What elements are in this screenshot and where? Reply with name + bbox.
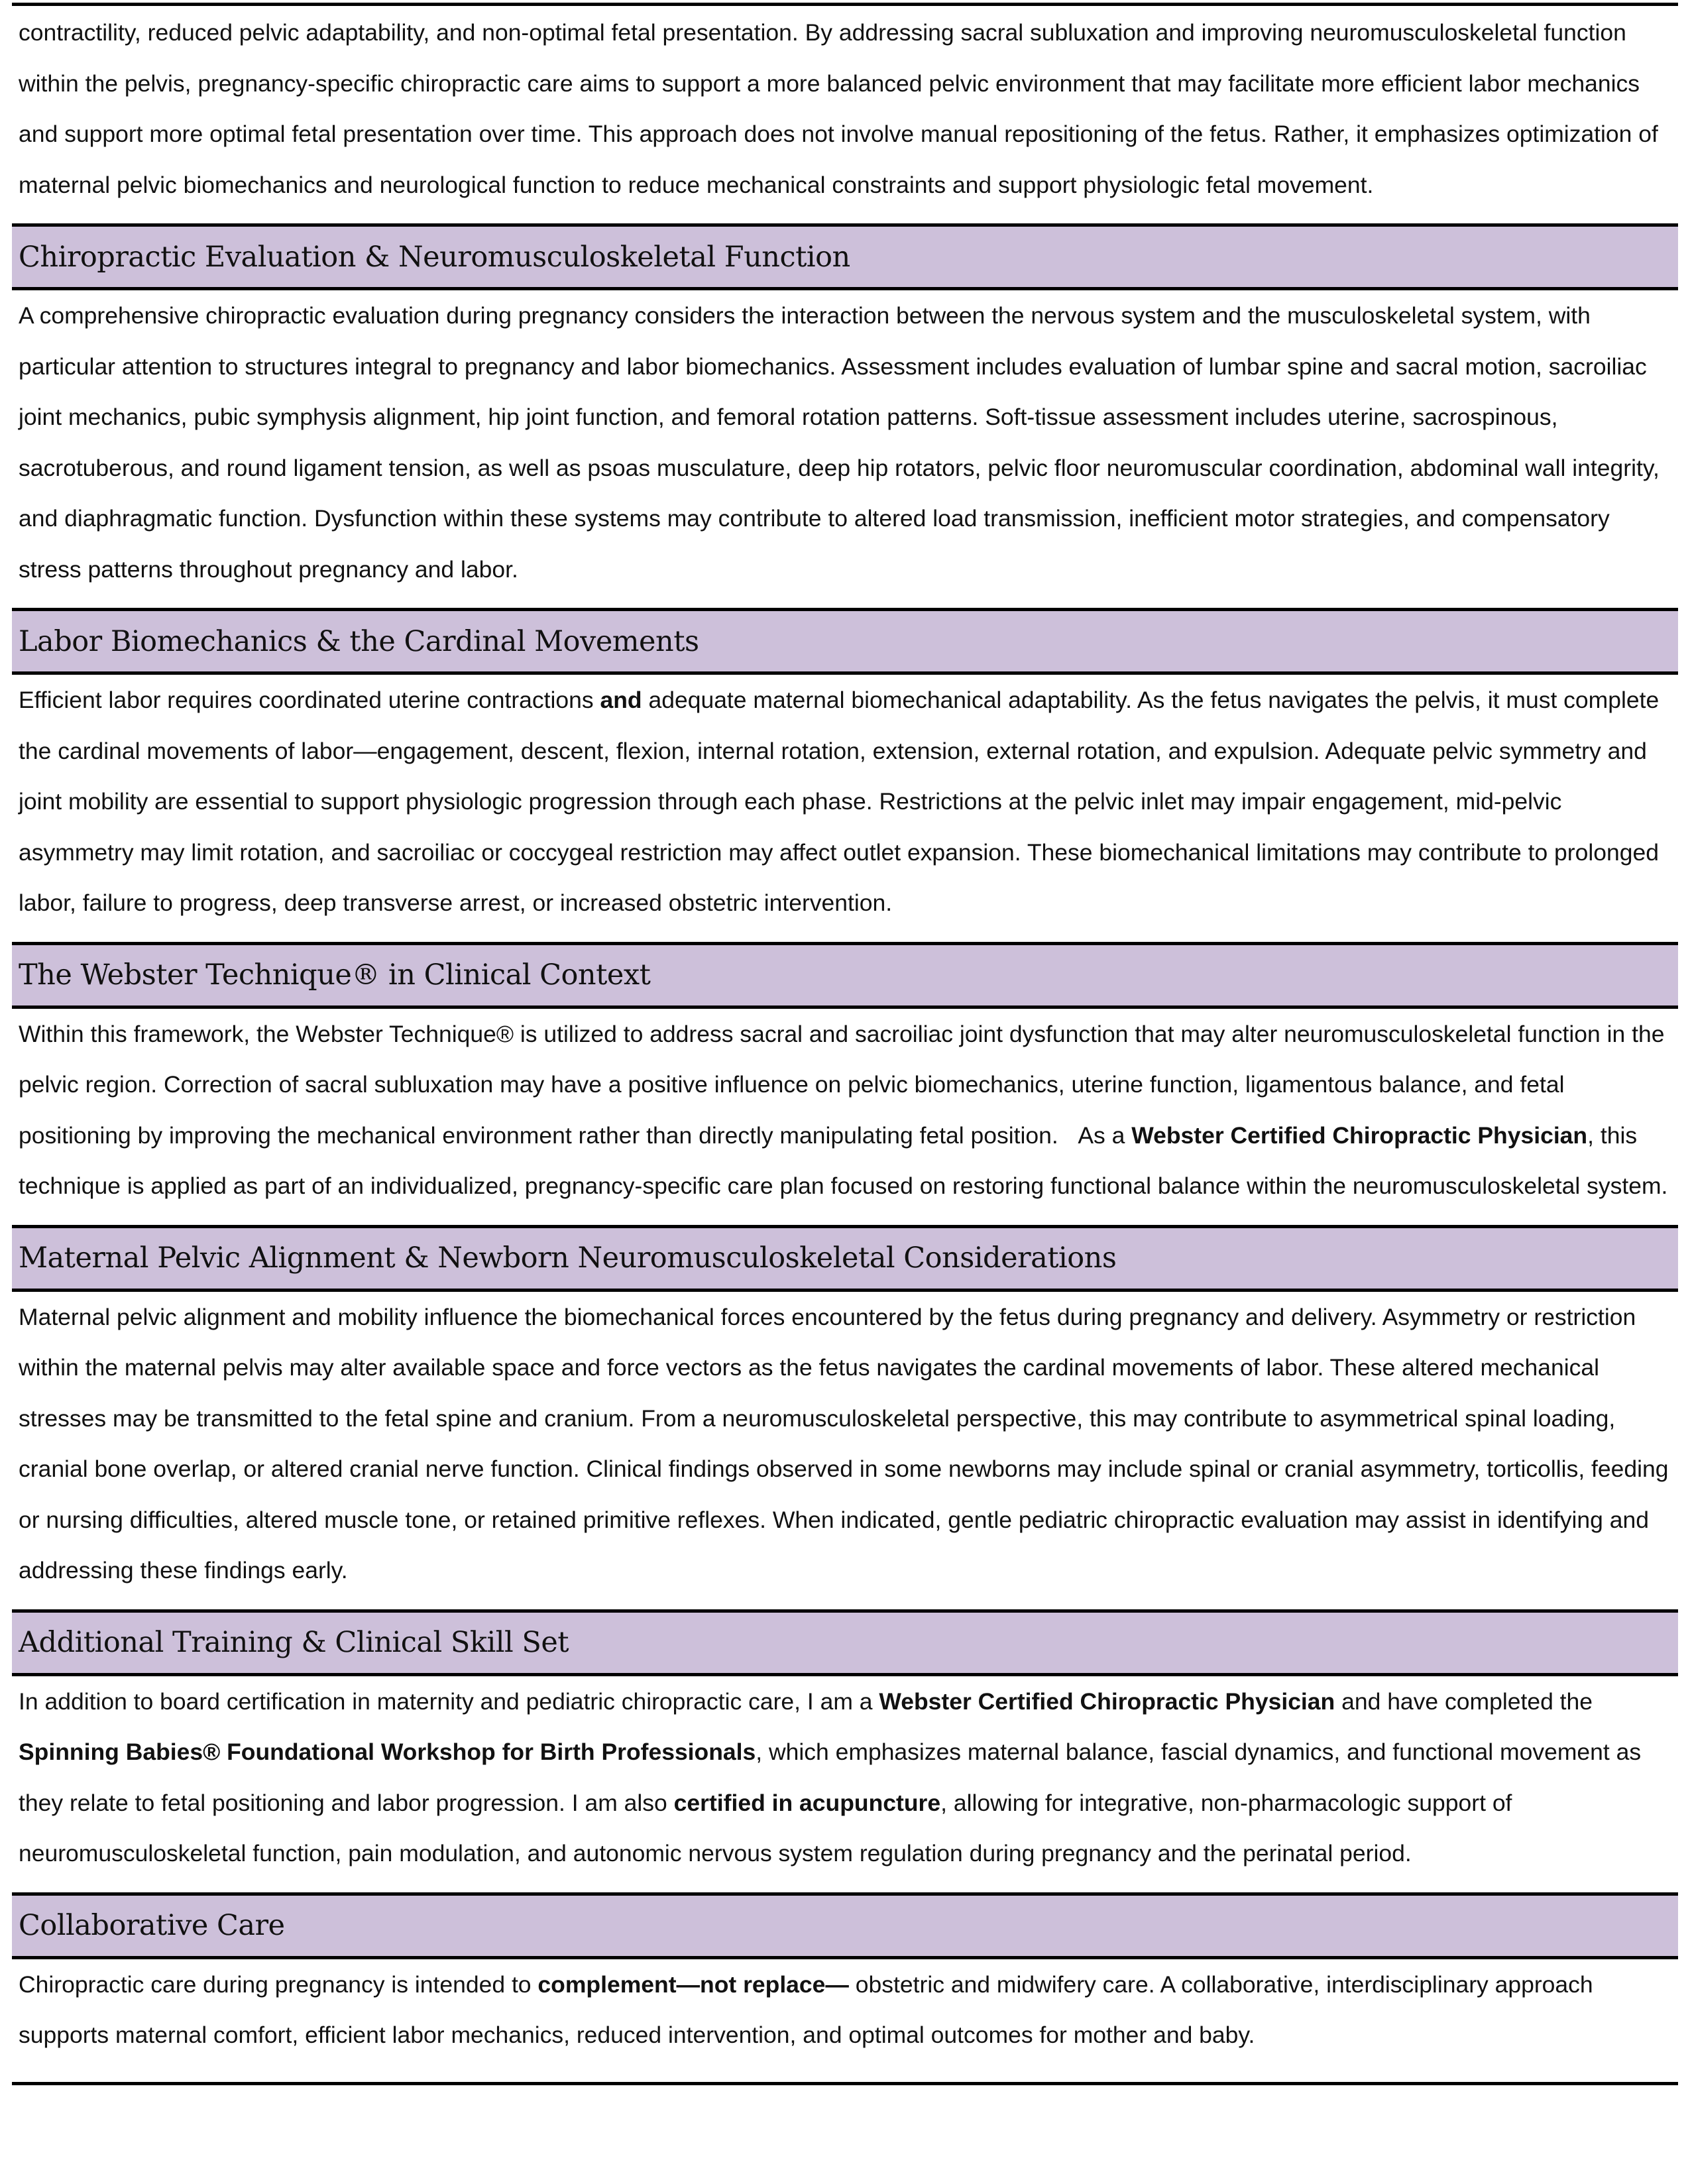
text-run: adequate maternal biomechanical adaptability. As the fetus navigates the pelvis, it must complete the cardinal movements of labor—engagement, descent, flexion, internal rotation, extension, external rotation, and expulsion. Adequate pelvic symmetry and joint mobility are essential to support physiologic progression through each phase. Restrictions at the pelvic inlet may impair engagement, mid-pelvic asymmetry may limit rotation, and sacroiliac or coccygeal restriction may affect outlet expansion. These biomechanical limitations may contribute to prolonged labor, failure to progress, deep transverse arrest, or increased obstetric intervention. <box>19 687 1660 916</box>
bold-text-run: Spinning Babies® Foundational Workshop for Birth Professionals <box>19 1739 756 1765</box>
section-header <box>12 223 1678 290</box>
section-paragraph <box>12 675 1678 929</box>
section-header <box>12 608 1678 675</box>
text-run: , this technique is applied as part of an individualized, pregnancy-specific care plan focused on restoring functional balance within the neuromusculoskeletal system. <box>19 1121 1668 1199</box>
intro-paragraph: contractility, reduced pelvic adaptability, and non-optimal fetal presentation. By addressing sacral subluxation and improving neuromusculoskeletal function within the pelvis, pregnancy-specific chiropractic care aims to support a more balanced pelvic environment that may facilitate more efficient labor mechanics and support more optimal fetal presentation over time. This approach does not involve manual repositioning of the fetus. Rather, it emphasizes optimization of maternal pelvic biomechanics and neurological function to reduce mechanical constraints and support physiologic fetal movement. <box>19 19 1658 198</box>
section-header <box>12 1892 1678 1959</box>
bold-text-run: complement—not replace— <box>537 1971 849 1998</box>
bold-text-run: Webster Certified Chiropractic Physician <box>1131 1121 1588 1149</box>
section-paragraph <box>12 1292 1678 1596</box>
section-paragraph <box>12 1009 1678 1212</box>
section-paragraph <box>12 1676 1678 1879</box>
bold-text-run: certified in acupuncture <box>673 1789 941 1816</box>
text-run: obstetric and midwifery care. A collaborative, interdisciplinary approach supports maternal comfort, efficient labor mechanics, reduced intervention, and optimal outcomes for mother and baby. <box>19 1971 1593 2048</box>
section-header <box>12 1609 1678 1676</box>
text-run: A comprehensive chiropractic evaluation during pregnancy considers the interaction between the nervous system and the musculoskeletal system, with particular attention to structures integral to pregnancy and labor biomechanics. Assessment includes evaluation of lumbar spine and sacral motion, sacroiliac joint mechanics, pubic symphysis alignment, hip joint function, and femoral rotation patterns. Soft-tissue assessment includes uterine, sacrospinous, sacrotuberous, and round ligament tension, as well as psoas musculature, deep hip rotators, pelvic floor neuromuscular coordination, abdominal wall integrity, and diaphragmatic function. Dysfunction within these systems may contribute to altered load transmission, inefficient motor strategies, and compensatory stress patterns throughout pregnancy and labor. <box>19 302 1660 583</box>
section-paragraph <box>12 1959 1678 2061</box>
text-run: Within this framework, the Webster Technique® is utilized to address sacral and sacroiliac joint dysfunction that may alter neuromusculoskeletal function in the pelvic region. Correction of sacral subluxation may have a positive influence on pelvic biomechanics, uterine function, ligamentous balance, and fetal positioning by improving the mechanical environment rather than directly manipulating fetal position. As a <box>19 1020 1665 1149</box>
document-page <box>12 0 1678 2085</box>
section-header <box>12 942 1678 1009</box>
bold-text-run: Webster Certified Chiropractic Physician <box>879 1688 1335 1715</box>
text-run: In addition to board certification in maternity and pediatric chiropractic care, I am a <box>19 1688 879 1715</box>
text-run: Chiropractic care during pregnancy is intended to <box>19 1971 538 1998</box>
section-title: Chiropractic Evaluation & Neuromusculoskeletal Function <box>19 240 850 274</box>
section-title: Additional Training & Clinical Skill Set <box>19 1626 569 1659</box>
text-run: Maternal pelvic alignment and mobility influence the biomechanical forces encountered by the fetus during pregnancy and delivery. Asymmetry or restriction within the maternal pelvis may alter available space and force vectors as the fetus navigates the cardinal movements of labor. These altered mechanical stresses may be transmitted to the fetal spine and cranium. From a neuromusculoskeletal perspective, this may contribute to asymmetrical spinal loading, cranial bone overlap, or altered cranial nerve function. Clinical findings observed in some newborns may include spinal or cranial asymmetry, torticollis, feeding or nursing difficulties, altered muscle tone, or retained primitive reflexes. When indicated, gentle pediatric chiropractic evaluation may assist in identifying and addressing these findings early. <box>19 1303 1669 1583</box>
section-title: Collaborative Care <box>19 1909 285 1942</box>
bold-text-run: and <box>600 687 642 713</box>
sections-container <box>12 223 1678 2061</box>
section-title: Labor Biomechanics & the Cardinal Movements <box>19 624 699 658</box>
bottom-rule <box>12 2082 1678 2085</box>
section-title: The Webster Technique® in Clinical Context <box>19 958 651 992</box>
section-header <box>12 1225 1678 1292</box>
text-run: , which emphasizes maternal balance, fascial dynamics, and functional movement as they relate to fetal positioning and labor progression. I am also <box>19 1739 1642 1816</box>
text-run: and have completed the <box>1335 1688 1593 1715</box>
text-run: , allowing for integrative, non-pharmacologic support of neuromusculoskeletal function, pain modulation, and autonomic nervous system regulation during pregnancy and the perinatal period. <box>19 1789 1512 1867</box>
text-run: Efficient labor requires coordinated uterine contractions <box>19 687 600 713</box>
section-paragraph <box>12 290 1678 595</box>
section-title: Maternal Pelvic Alignment & Newborn Neuromusculoskeletal Considerations <box>19 1241 1117 1275</box>
